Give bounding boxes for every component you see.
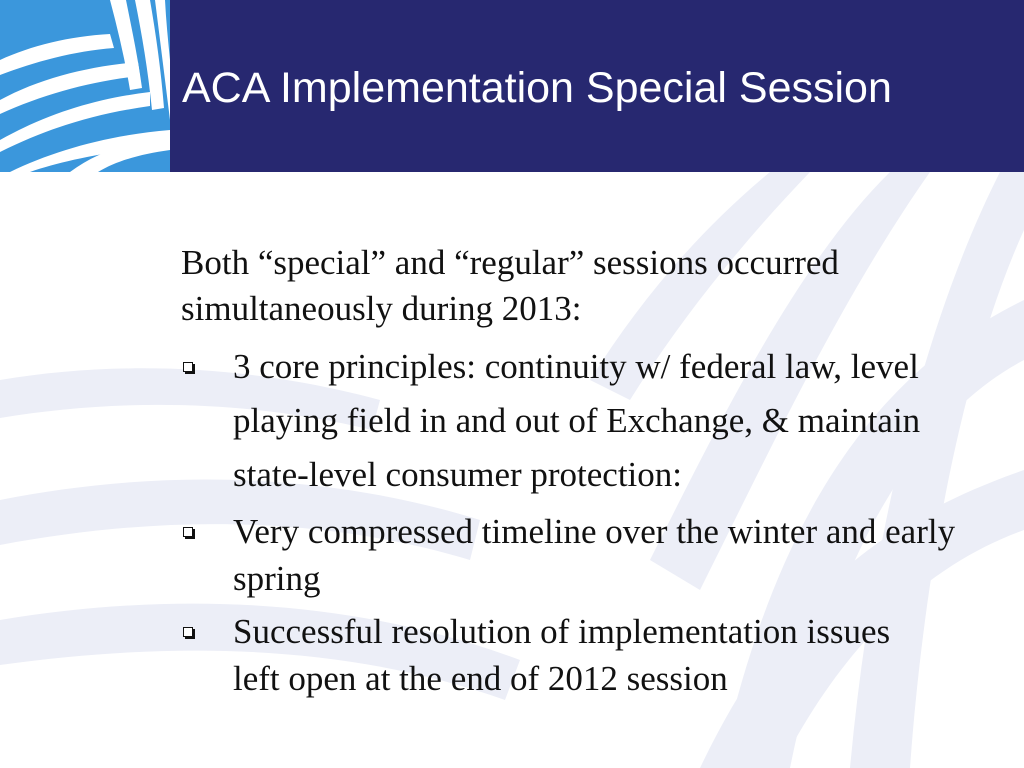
- bullet-item: [181, 508, 975, 602]
- bullet-list: [181, 340, 981, 702]
- bullet-text: 3 core principles: continuity w/ federal law, level playing field in and out of Exchange, & maintain state-level consumer protection:: [233, 347, 921, 494]
- slide-body: [181, 240, 981, 702]
- hollow-square-bullet-icon: [183, 627, 193, 637]
- title-bar: [170, 0, 1024, 172]
- bullet-text: Very compressed timeline over the winter and early spring: [233, 512, 956, 598]
- slide-title: ACA Implementation Special Session: [182, 64, 892, 112]
- logo: [0, 0, 170, 172]
- hollow-square-bullet-icon: [183, 362, 193, 372]
- bullet-text: Successful resolution of implementation issues left open at the end of 2012 session: [233, 612, 891, 698]
- hollow-square-bullet-icon: [183, 527, 193, 537]
- bullet-item: [181, 608, 933, 702]
- intro-paragraph: Both “special” and “regular” sessions occurred simultaneously during 2013:: [181, 243, 839, 328]
- bullet-item: [181, 340, 975, 502]
- logo-stripes-icon: [0, 0, 170, 172]
